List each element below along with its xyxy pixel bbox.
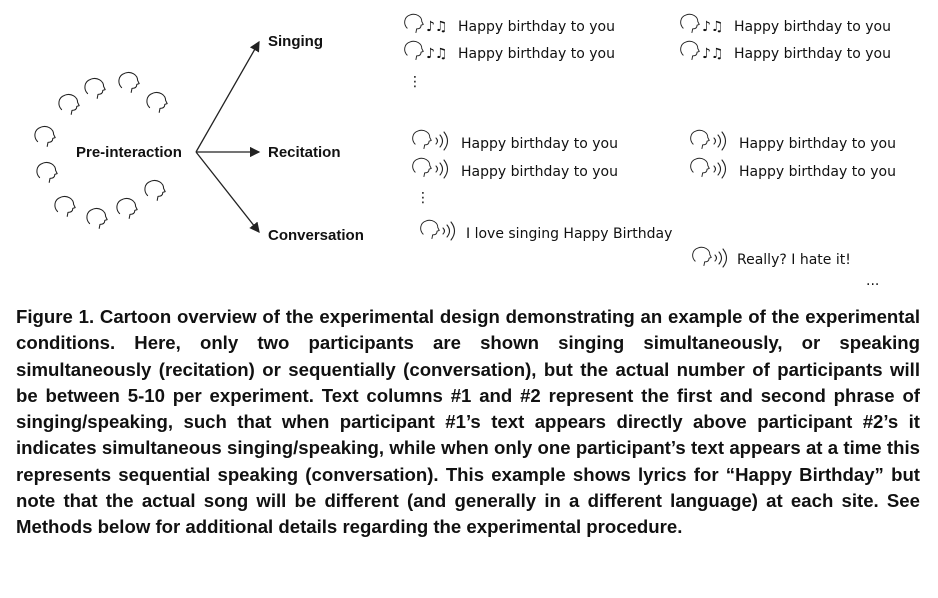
singing-phrases [405, 14, 891, 90]
arrow-to-conversation [196, 152, 259, 232]
music-note-icon: ♪♫ [702, 46, 724, 62]
head-profile-icon [691, 130, 710, 148]
continuation-dots: ⋮ [408, 74, 422, 90]
speaker-row [413, 130, 896, 152]
conversation-phrases [421, 220, 880, 289]
head-profile-icon [413, 130, 432, 148]
sound-waves-icon [436, 160, 448, 178]
singing-col2-line: Happy birthday to you [734, 46, 891, 62]
head-profile-icon [413, 158, 432, 176]
head-profile-icon [145, 180, 165, 200]
head-profile-icon [59, 94, 79, 114]
figure-caption: Figure 1. Cartoon overview of the experimental design demonstrating an example of the experimental conditions. Here, only two participants are shown singing simultaneously, or speaking simultaneously (recitation) or sequentially (conversation), but the actual number of participants will be between 5-10 per experiment. Text columns #1 and #2 represent the first and second phrase of singing/speaking, such that when participant #1’s text appears directly above participant #2’s it indicates simultaneous singing/speaking, while when only one participant’s text appears at a time this represents sequential speaking (conversation). This example shows lyrics for “Happy Birthday” but note that the actual song will be different (and generally in a different language) at each site. See Methods below for additional details regarding the experimental procedure. [16, 306, 920, 538]
head-profile-icon [691, 158, 710, 176]
head-profile-icon [681, 41, 700, 59]
singing-col2-line: Happy birthday to you [734, 19, 891, 35]
head-profile-icon [421, 220, 440, 238]
speaker-row [693, 247, 851, 268]
recitation-col1-line: Happy birthday to you [461, 164, 618, 180]
head-profile-icon [681, 14, 700, 32]
arrow-to-singing [196, 42, 259, 152]
continuation-dots: ... [866, 273, 880, 289]
singer-row [405, 41, 891, 62]
head-profile-icon [55, 196, 75, 216]
conversation-label: Conversation [268, 227, 364, 244]
sound-waves-icon [436, 132, 448, 150]
conversation-speaker2-line: Really? I hate it! [737, 252, 851, 268]
sound-waves-icon [715, 249, 727, 267]
head-profile-icon [117, 198, 137, 218]
singing-col1-line: Happy birthday to you [458, 19, 615, 35]
sound-waves-icon [714, 132, 726, 150]
sound-waves-icon [443, 222, 455, 240]
recitation-col1-line: Happy birthday to you [461, 136, 618, 152]
recitation-col2-line: Happy birthday to you [739, 164, 896, 180]
sound-waves-icon [714, 160, 726, 178]
recitation-label: Recitation [268, 144, 341, 161]
experimental-design-diagram [0, 0, 938, 292]
head-profile-icon [87, 208, 107, 228]
head-profile-icon [405, 41, 424, 59]
head-profile-icon [37, 162, 57, 182]
pre-interaction-label: Pre-interaction [76, 144, 182, 161]
recitation-phrases [413, 130, 896, 206]
singer-row [405, 14, 891, 35]
singing-col1-line: Happy birthday to you [458, 46, 615, 62]
music-note-icon: ♪♫ [426, 46, 448, 62]
branch-arrows [196, 42, 259, 232]
head-profile-icon [35, 126, 55, 146]
conversation-speaker1-line: I love singing Happy Birthday [466, 226, 673, 242]
speaker-row [413, 158, 896, 180]
head-profile-icon [85, 78, 105, 98]
recitation-col2-line: Happy birthday to you [739, 136, 896, 152]
head-profile-icon [119, 72, 139, 92]
music-note-icon: ♪♫ [426, 19, 448, 35]
music-note-icon: ♪♫ [702, 19, 724, 35]
head-profile-icon [405, 14, 424, 32]
head-profile-icon [147, 92, 167, 112]
head-profile-icon [693, 247, 712, 265]
singing-label: Singing [268, 33, 323, 50]
continuation-dots: ⋮ [416, 190, 430, 206]
speaker-row [421, 220, 673, 242]
